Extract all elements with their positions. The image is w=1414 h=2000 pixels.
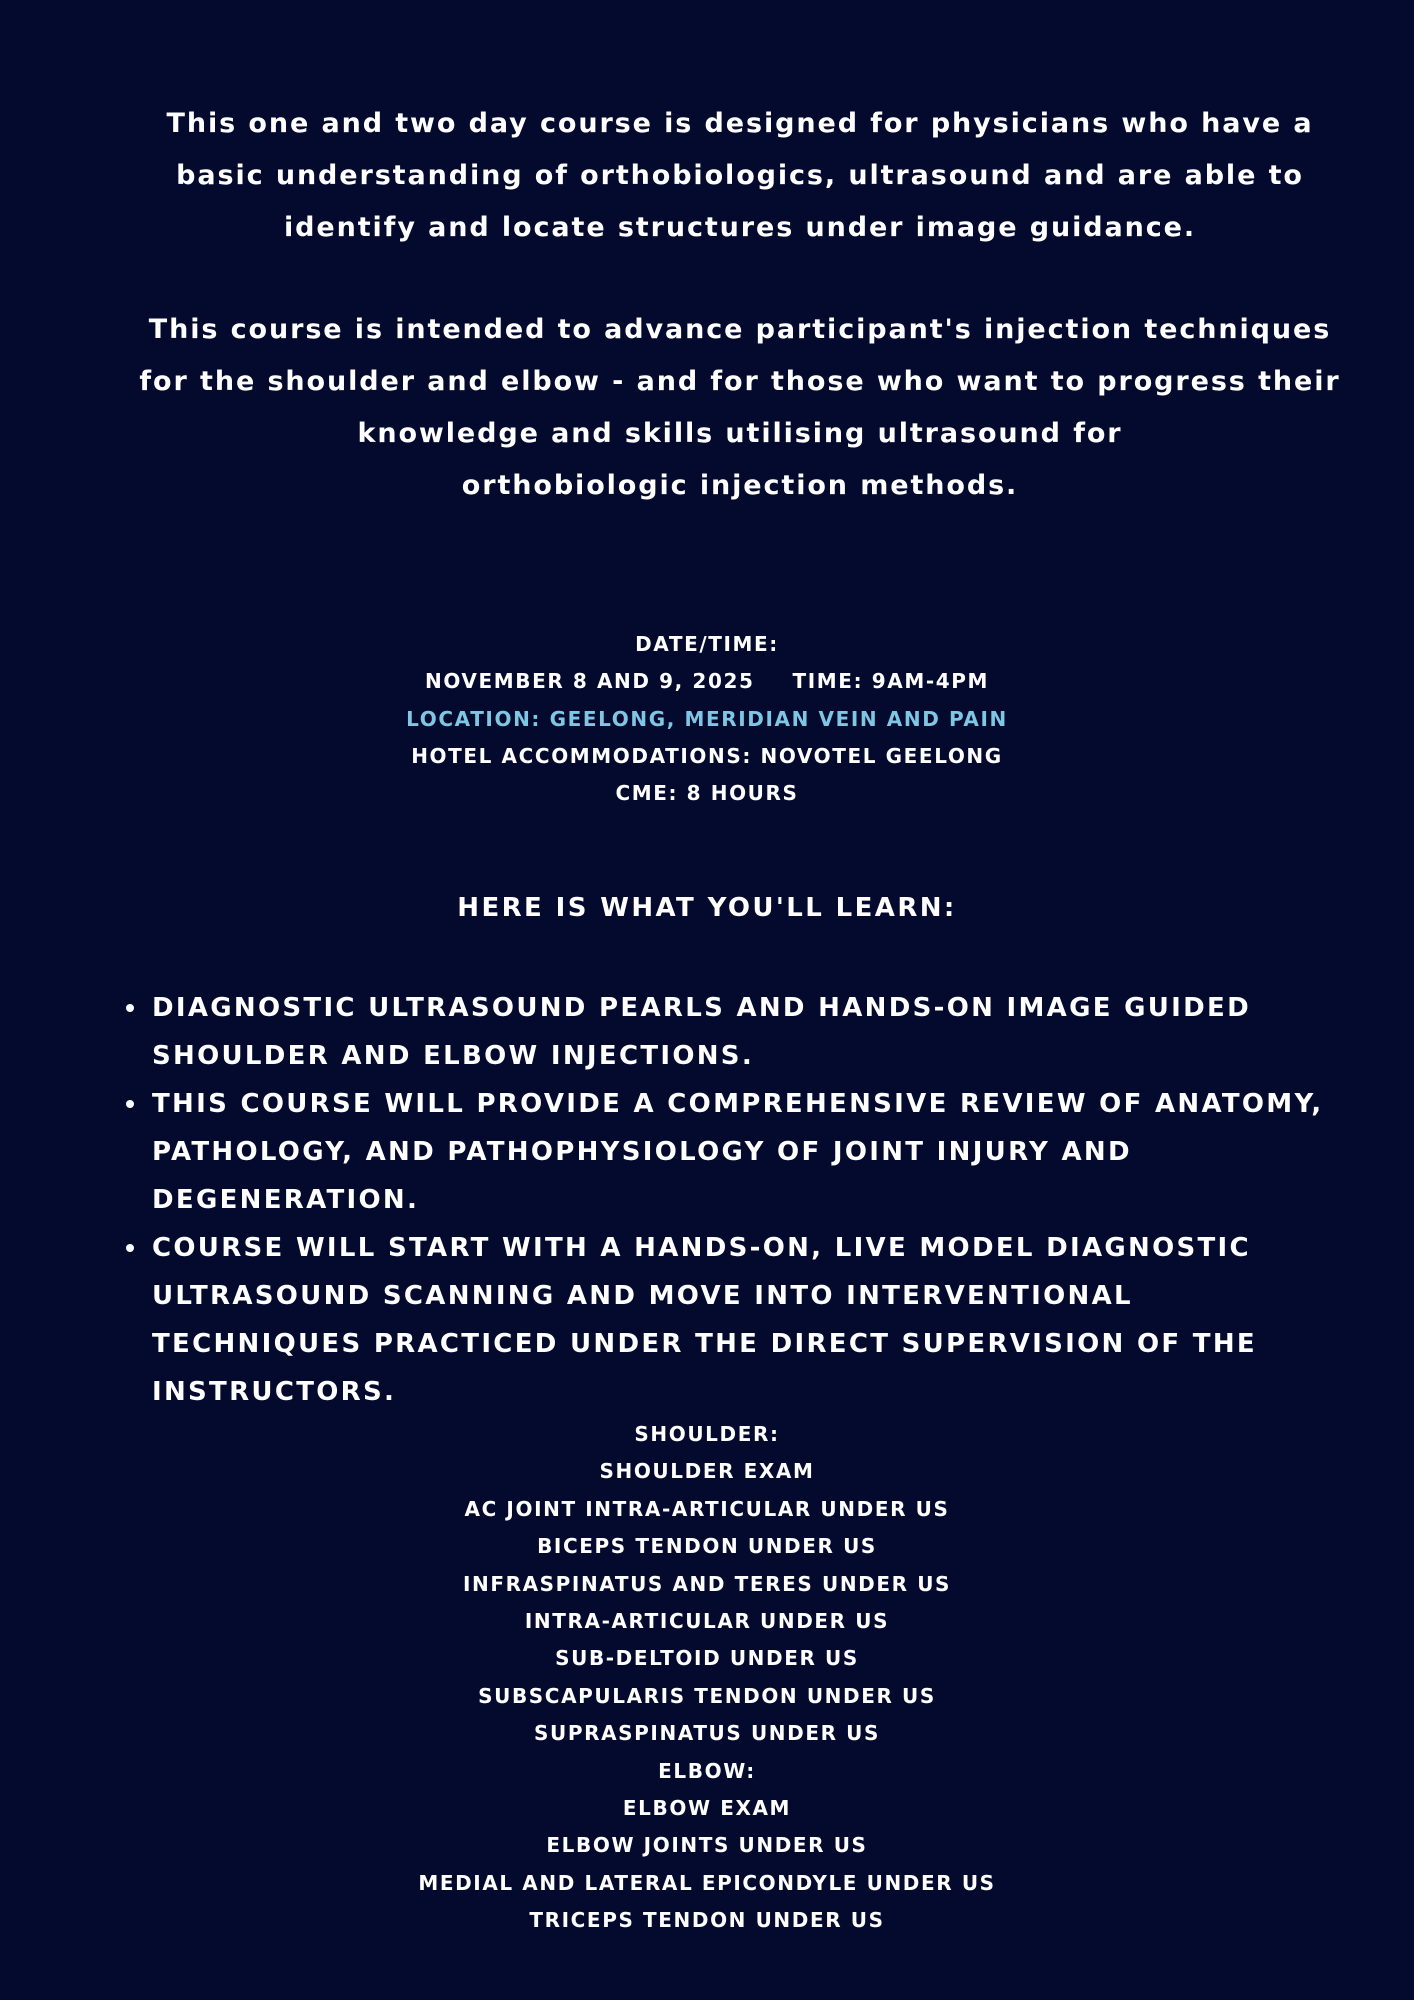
elbow-procedure: TRICEPS TENDON UNDER US	[529, 1908, 885, 1933]
bullet-line: THIS COURSE WILL PROVIDE A COMPREHENSIVE REVIEW OF ANATOMY,	[152, 1089, 1324, 1119]
shoulder-procedure: AC JOINT INTRA-ARTICULAR UNDER US	[464, 1496, 950, 1521]
shoulder-procedure: INFRASPINATUS AND TERES UNDER US	[462, 1571, 952, 1596]
intro-paragraph-1	[120, 98, 1360, 254]
shoulder-heading: SHOULDER:	[634, 1422, 780, 1446]
procedure-list	[0, 1416, 1414, 1940]
elbow-heading: ELBOW:	[658, 1758, 756, 1783]
bullet-line: SHOULDER AND ELBOW INJECTIONS.	[152, 1041, 754, 1071]
course-time: TIME: 9AM-4PM	[792, 669, 989, 694]
intro-line: identify and locate structures under image guidance.	[284, 212, 1196, 243]
shoulder-procedure: SUB-DELTOID UNDER US	[555, 1646, 859, 1671]
intro-line: knowledge and skills utilising ultrasound for	[357, 418, 1123, 449]
bullet-line: PATHOLOGY, AND PATHOPHYSIOLOGY OF JOINT INJURY AND	[152, 1137, 1132, 1167]
list-item	[152, 1224, 1352, 1416]
shoulder-procedure: SUPRASPINATUS UNDER US	[533, 1721, 881, 1746]
intro-line: basic understanding of orthobiologics, ultrasound and are able to	[176, 160, 1304, 191]
hotel-info: HOTEL ACCOMMODATIONS: NOVOTEL GEELONG	[411, 743, 1003, 768]
course-date: NOVEMBER 8 AND 9, 2025	[424, 669, 755, 694]
list-item	[152, 1080, 1352, 1224]
elbow-procedure: ELBOW JOINTS UNDER US	[546, 1833, 868, 1858]
location-link[interactable]: LOCATION: GEELONG, MERIDIAN VEIN AND PAIN	[406, 706, 1008, 731]
bullet-line: TECHNIQUES PRACTICED UNDER THE DIRECT SUPERVISION OF THE	[152, 1329, 1257, 1359]
shoulder-procedure: BICEPS TENDON UNDER US	[537, 1534, 877, 1559]
shoulder-procedure: SUBSCAPULARIS TENDON UNDER US	[478, 1683, 936, 1708]
shoulder-procedure: SHOULDER EXAM	[599, 1459, 815, 1484]
bullet-dot-icon	[126, 1004, 134, 1012]
intro-line: for the shoulder and elbow - and for those who want to progress their	[139, 366, 1341, 397]
bullet-line: DIAGNOSTIC ULTRASOUND PEARLS AND HANDS-ON IMAGE GUIDED	[152, 993, 1251, 1023]
learn-heading: HERE IS WHAT YOU'LL LEARN:	[457, 893, 957, 923]
bullet-line: INSTRUCTORS.	[152, 1377, 397, 1407]
elbow-procedure: MEDIAL AND LATERAL EPICONDYLE UNDER US	[418, 1870, 996, 1895]
intro-line: orthobiologic injection methods.	[461, 470, 1019, 501]
bullet-dot-icon	[126, 1100, 134, 1108]
intro-line: This course is intended to advance participant's injection techniques	[148, 314, 1332, 345]
date-time-row	[0, 663, 1414, 700]
learn-bullet-list	[152, 984, 1352, 1416]
list-item	[152, 984, 1352, 1080]
shoulder-procedure: INTRA-ARTICULAR UNDER US	[524, 1609, 890, 1634]
intro-line: This one and two day course is designed for physicians who have a	[166, 108, 1314, 139]
cme-info: CME: 8 HOURS	[615, 781, 799, 806]
bullet-dot-icon	[126, 1244, 134, 1252]
datetime-label: DATE/TIME:	[635, 632, 779, 656]
bullet-line: COURSE WILL START WITH A HANDS-ON, LIVE MODEL DIAGNOSTIC	[152, 1233, 1251, 1263]
elbow-procedure: ELBOW EXAM	[622, 1796, 792, 1821]
course-details	[0, 626, 1414, 812]
bullet-line: DEGENERATION.	[152, 1185, 420, 1215]
bullet-line: ULTRASOUND SCANNING AND MOVE INTO INTERVENTIONAL	[152, 1281, 1133, 1311]
intro-paragraph-2	[120, 304, 1360, 512]
